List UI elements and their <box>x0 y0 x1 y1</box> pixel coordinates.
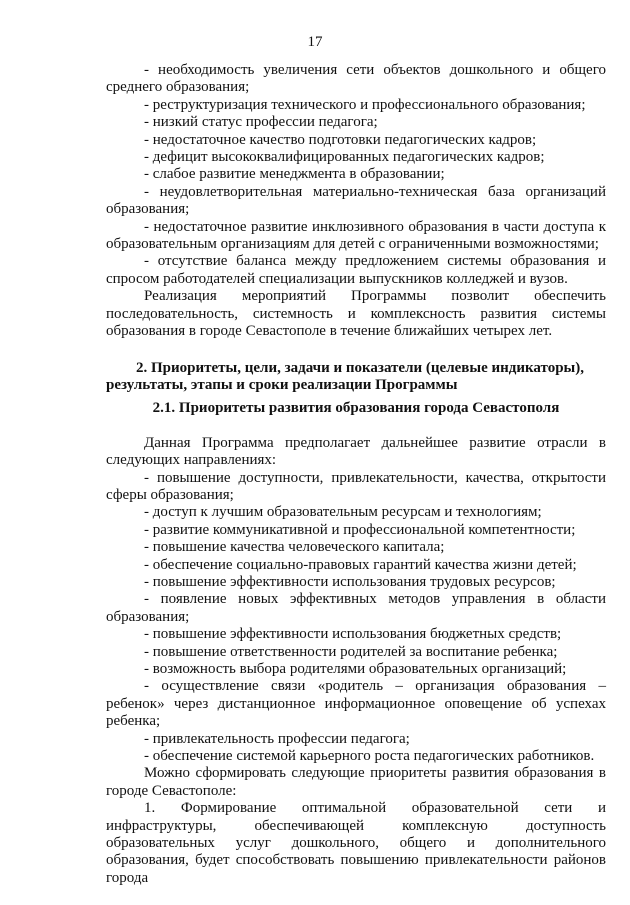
section-heading: 2. Приоритеты, цели, задачи и показатели (целевые индикаторы), результаты, этапы и сроки реализации Программы <box>106 359 584 393</box>
list-item: - повышение ответственности родителей за воспитание ребенка; <box>144 643 558 660</box>
list-item: - обеспечение системой карьерного роста педагогических работников. <box>144 748 595 765</box>
list-item: - реструктуризация технического и профессионального образования; <box>144 96 586 113</box>
list-item: - отсутствие баланса между предложением системы образования и спросом работодателей специализации выпускников колледжей и вузов. <box>106 253 606 287</box>
page-number: 17 <box>307 34 323 50</box>
paragraph: Данная Программа предполагает дальнейшее развитие отрасли в следующих направлениях: <box>106 434 606 469</box>
paragraph: 1. Формирование оптимальной образовательной сети и инфраструктуры, обеспечивающей комплексную доступность образовательных услуг дошкольного, общего и дополнительного образования, будет способствовать повышению привлекательности районов города <box>106 800 606 886</box>
list-item: - слабое развитие менеджмента в образовании; <box>144 166 445 183</box>
document-body <box>106 62 606 887</box>
list-item: - появление новых эффективных методов управления в области образования; <box>106 591 606 625</box>
paragraph: Реализация мероприятий Программы позволит обеспечить последовательность, системность и комплексность развития системы образования в городе Севастополе в течение ближайших четырех лет. <box>106 288 606 340</box>
list-item: - осуществление связи «родитель – организация образования – ребенок» через дистанционное информационное оповещение об успехах ребенка; <box>106 678 606 730</box>
list-item: - повышение доступности, привлекательности, качества, открытости сферы образования; <box>106 469 606 503</box>
list-item: - привлекательность профессии педагога; <box>144 730 410 747</box>
list-item: - неудовлетворительная материально-техническая база организаций образования; <box>106 183 606 218</box>
list-item: - развитие коммуникативной и профессиональной компетентности; <box>144 521 576 538</box>
list-item: - обеспечение социально-правовых гарантий качества жизни детей; <box>144 556 577 573</box>
list-item: - повышение качества человеческого капитала; <box>144 539 445 556</box>
paragraph: Можно сформировать следующие приоритеты развития образования в городе Севастополе: <box>106 765 606 799</box>
list-item: - повышение эффективности использования трудовых ресурсов; <box>144 573 556 590</box>
list-item: - повышение эффективности использования бюджетных средств; <box>144 626 562 643</box>
list-item: - недостаточное развитие инклюзивного образования в части доступа к образовательным организациям для детей с ограниченными возможностями; <box>106 218 606 253</box>
list-item: - низкий статус профессии педагога; <box>144 114 378 131</box>
list-item: - необходимость увеличения сети объектов дошкольного и общего среднего образования; <box>106 62 606 96</box>
list-item: - возможность выбора родителями образовательных организаций; <box>144 661 567 677</box>
subsection-heading: 2.1. Приоритеты развития образования города Севастополя <box>152 400 560 417</box>
list-item: - недостаточное качество подготовки педагогических кадров; <box>144 131 537 148</box>
list-item: - дефицит высококвалифицированных педагогических кадров; <box>144 149 545 166</box>
list-item: - доступ к лучшим образовательным ресурсам и технологиям; <box>144 504 542 521</box>
